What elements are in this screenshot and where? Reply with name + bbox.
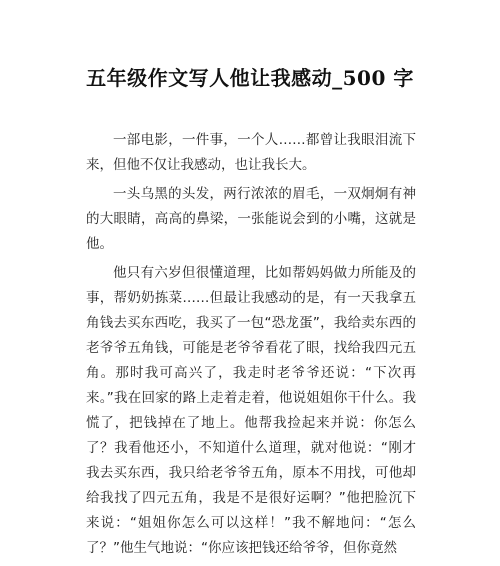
document-title: 五年级作文写人他让我感动_500 字	[86, 66, 414, 90]
paragraph: 他只有六岁但很懂道理，比如帮妈妈做力所能及的事，帮奶奶拣菜……但最让我感动的是，有一天我拿五角钱去买东西吃，我买了一包“恐龙蛋”，我给卖东西的老爷爷五角钱，可能是老爷爷看花了眼，找给我四元五角。那时我可高兴了，我走时老爷爷还说：“下次再来。”我在回家的路上走着走着，他说姐姐你干什么。我慌了，把钱掉在了地上。他帮我捡起来并说：你怎么了？我看他还小，不知道什么道理，就对他说：“刚才我去买东西，我只给老爷爷五角，原本不用找，可他却给我找了四元五角，我是不是很好运啊？”他把脸沉下来说：“姐姐你怎么可以这样！”我不解地问：“怎么了？”他生气地说：“你应该把钱还给爷爷，但你竟然	[86, 265, 416, 556]
document-body	[86, 128, 416, 565]
paragraph: 一头乌黑的头发，两行浓浓的眉毛，一双炯炯有神的大眼睛，高高的鼻梁，一张能说会到的小嘴，这就是他。	[86, 186, 416, 252]
paragraph: 一部电影，一件事，一个人……都曾让我眼泪流下来，但他不仅让我感动，也让我长大。	[86, 132, 416, 173]
